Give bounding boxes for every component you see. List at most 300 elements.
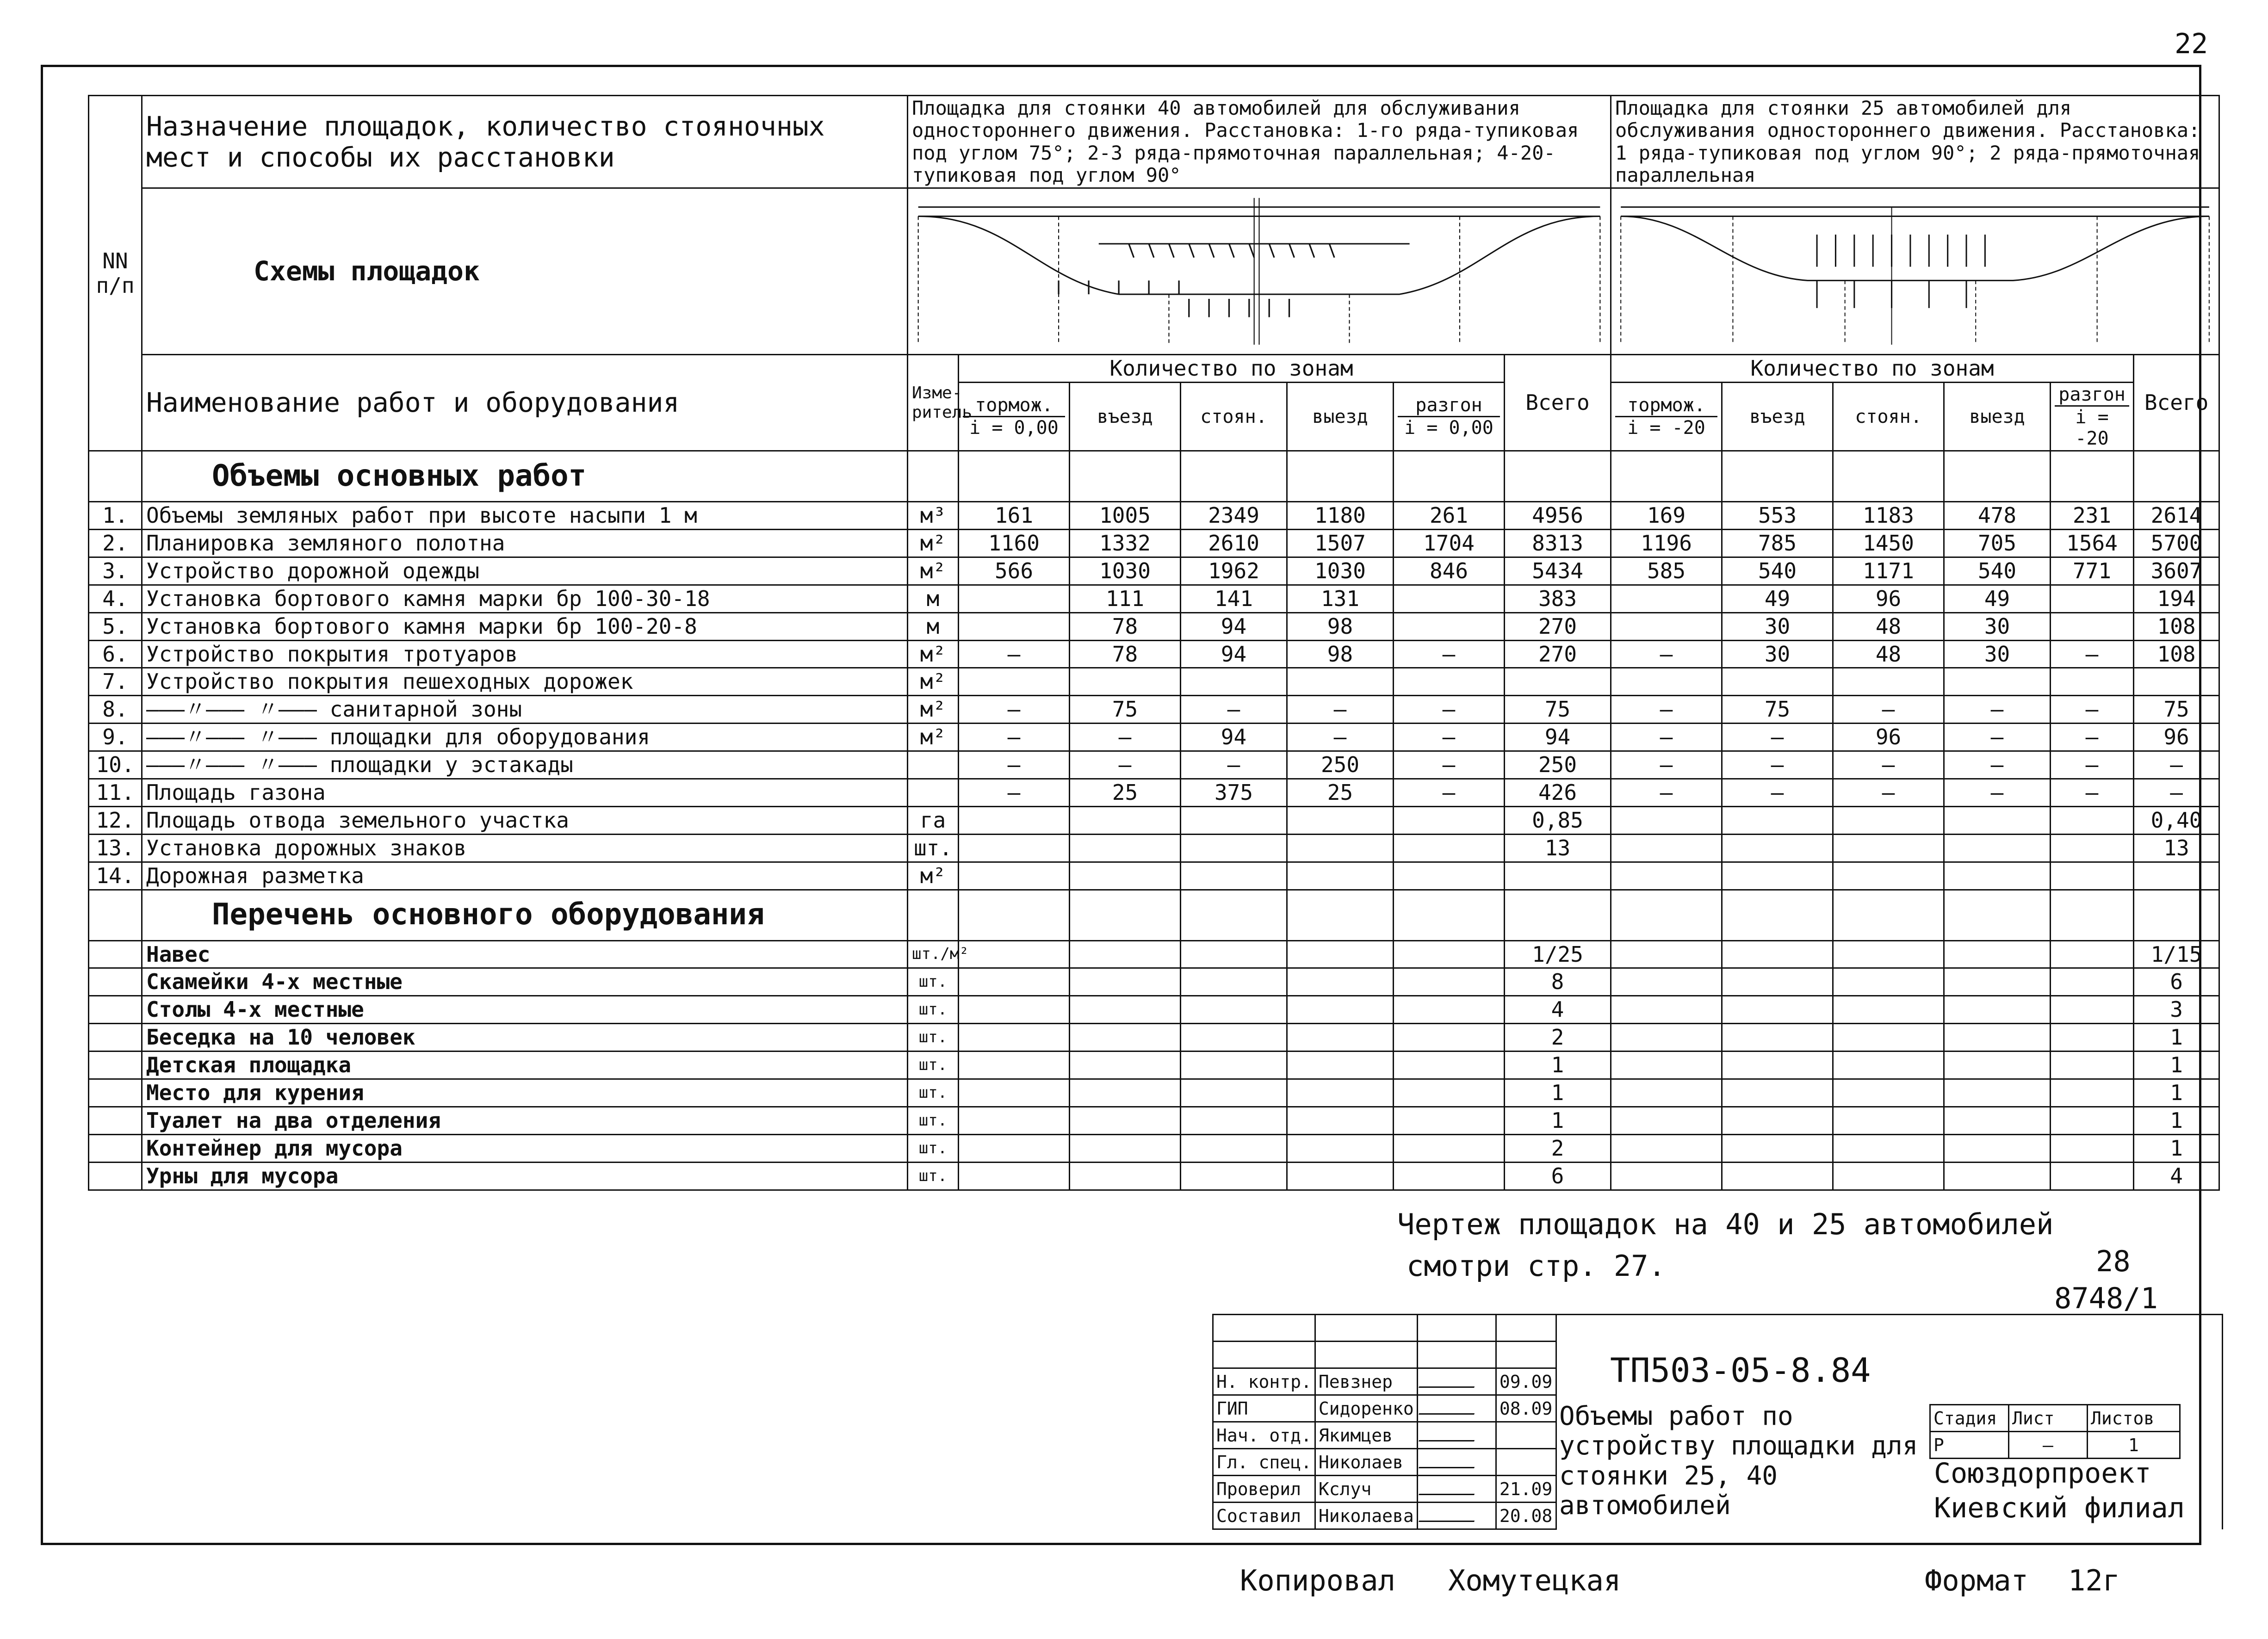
row-value40 [1394,862,1505,890]
page-number: 28 [2096,1244,2131,1278]
row-number: 9. [89,724,142,751]
equipment-row [89,968,2219,996]
row-value40 [1287,806,1394,834]
table-row [89,585,2219,612]
equipment-empty25 [1611,968,1722,996]
equipment-row [89,940,2219,968]
scheme-40-drawing [908,189,1610,354]
inventory-number: 8748/1 [2054,1281,2158,1315]
row-value25: — [1833,779,1944,806]
equipment-empty40 [1394,1107,1505,1134]
equipment-total25: 1 [2134,1079,2219,1107]
row-value40: 98 [1287,640,1394,668]
row-value25: 1171 [1833,557,1944,585]
row-total40: 426 [1505,779,1611,806]
row-value25 [1944,834,2051,862]
equipment-num-cell [89,940,142,968]
equipment-name: Контейнер для мусора [142,1134,908,1162]
stamp-name: Николаев [1315,1449,1417,1476]
equipment-empty25 [1833,940,1944,968]
zone40-name-text: тормож. [975,395,1053,416]
equipment-num-cell [89,996,142,1024]
row-value40: 1180 [1287,502,1394,530]
zone40-name [1287,383,1394,451]
row-value25: 49 [1944,585,2051,612]
section-empty-cell [1394,890,1505,940]
row-value25 [1944,862,2051,890]
row-work-name: Устройство дорожной одежды [142,557,908,585]
row-value40: 1030 [1070,557,1181,585]
table-row [89,640,2219,668]
row-value40: 1005 [1070,502,1181,530]
equipment-empty25 [1833,1079,1944,1107]
equipment-empty40 [1287,1134,1394,1162]
equipment-empty25 [1833,1107,1944,1134]
stamp-role: Гл. спец. [1213,1449,1315,1476]
row-unit [908,779,959,806]
equipment-empty25 [1833,996,1944,1024]
table-row [89,862,2219,890]
row-value25: — [1722,751,1833,779]
equipment-total25: 1/15 [2134,940,2219,968]
row-value40: 1160 [959,529,1070,557]
equipment-empty25 [2051,1107,2134,1134]
section-empty-cell [1944,451,2051,502]
row-value25: 48 [1833,640,1944,668]
equipment-empty40 [1287,1162,1394,1190]
row-value40 [1070,806,1181,834]
row-total25: 96 [2134,724,2219,751]
section-title: Перечень основного оборудования [142,890,908,940]
row-work-name: Устройство покрытия пешеходных дорожек [142,668,908,696]
row-value25: — [2051,779,2134,806]
row-value25: 553 [1722,502,1833,530]
row-value40: 78 [1070,612,1181,640]
equipment-empty25 [1833,1051,1944,1079]
equipment-empty25 [1722,1134,1833,1162]
row-value40: 94 [1181,640,1287,668]
equipment-empty40 [1070,1162,1181,1190]
plot25-header: Площадка для стоянки 25 автомобилей для обслуживания одностороннего движения. Расстановка: 1 ряда-тупиковая под углом 90°; 2 ряда-прямоточная параллельная [1611,96,2219,188]
equipment-empty40 [1181,1134,1287,1162]
zone40-name-text: выезд [1312,406,1368,427]
equipment-empty40 [1287,1051,1394,1079]
stamp-date-blank [1496,1342,1556,1368]
table-row [89,696,2219,724]
total40-label: Всего [1505,355,1611,451]
stamp-date: 20.08 [1496,1503,1556,1529]
equipment-empty40 [1181,996,1287,1024]
row-work-name: Устройство покрытия тротуаров [142,640,908,668]
row-work-name: ———〃——— 〃——— санитарной зоны [142,696,908,724]
row-value40: — [959,724,1070,751]
row-value25: — [1722,724,1833,751]
row-value25: 48 [1833,612,1944,640]
equipment-empty40 [1287,968,1394,996]
stamp-signature [1417,1395,1496,1422]
copied-label: Копировал [1240,1564,1395,1597]
row-value25: — [1833,696,1944,724]
row-unit: га [908,806,959,834]
stamp-blank-row [1213,1315,2223,1342]
equipment-unit: шт. [908,1051,959,1079]
row-value40: 1704 [1394,529,1505,557]
equipment-row [89,1162,2219,1190]
equipment-empty40 [1287,1024,1394,1051]
equipment-empty40 [959,1162,1070,1190]
table-row [89,529,2219,557]
row-number: 2. [89,529,142,557]
organization-name: Союздорпроект [1934,1457,2151,1490]
row-value40: 2610 [1181,529,1287,557]
organization-branch: Киевский филиал [1934,1492,2185,1524]
row-number: 5. [89,612,142,640]
row-unit: м [908,585,959,612]
row-value25: — [1611,640,1722,668]
equipment-empty40 [959,1079,1070,1107]
row-value40: — [1394,640,1505,668]
row-number: 7. [89,668,142,696]
equipment-empty40 [959,1134,1070,1162]
table-row [89,668,2219,696]
row-value40 [1181,862,1287,890]
row-value25 [1611,612,1722,640]
equipment-total25: 1 [2134,1024,2219,1051]
row-value25: — [1611,751,1722,779]
equipment-empty40 [1287,1107,1394,1134]
equipment-num-cell [89,1134,142,1162]
row-total40: 270 [1505,640,1611,668]
stamp-date [1496,1449,1556,1476]
equipment-name: Место для курения [142,1079,908,1107]
equipment-row [89,1079,2219,1107]
row-value40: 25 [1070,779,1181,806]
row-value40: — [1287,724,1394,751]
stamp-name: Сидоренко [1315,1395,1417,1422]
equipment-empty40 [1181,1024,1287,1051]
row-value40: — [1394,696,1505,724]
equipment-empty25 [1611,1051,1722,1079]
equipment-name: Детская площадка [142,1051,908,1079]
zones40-label: Количество по зонам [959,355,1505,383]
row-value40: 1962 [1181,557,1287,585]
row-number: 6. [89,640,142,668]
row-value25 [1722,862,1833,890]
section-num-cell [89,451,142,502]
section-empty-cell [1944,890,2051,940]
header-row-schemes [89,188,2219,355]
row-total40: 13 [1505,834,1611,862]
equipment-empty40 [1070,1107,1181,1134]
row-value40 [959,612,1070,640]
row-value40 [1070,668,1181,696]
zone40-name [1070,383,1181,451]
equipment-empty25 [1611,996,1722,1024]
row-value25 [2051,585,2134,612]
stamp-name-blank [1315,1315,1417,1342]
row-value40 [1394,806,1505,834]
zone25-name [2051,383,2134,451]
equipment-row [89,1134,2219,1162]
row-value40: — [959,696,1070,724]
row-value25: 96 [1833,724,1944,751]
row-value25: — [2051,696,2134,724]
format-value: 12г [2068,1564,2120,1597]
equipment-empty40 [1394,1051,1505,1079]
stamp-name-blank [1315,1342,1417,1368]
row-work-name: ———〃——— 〃——— площадки у эстакады [142,751,908,779]
section-empty-cell [2051,890,2134,940]
section-empty-cell [908,451,959,502]
row-value40: 75 [1070,696,1181,724]
zone40-name [1394,383,1505,451]
zones25-label: Количество по зонам [1611,355,2134,383]
equipment-total25: 4 [2134,1162,2219,1190]
equipment-empty25 [1611,1162,1722,1190]
section-num-cell [89,890,142,940]
row-value25 [1833,668,1944,696]
equipment-row [89,996,2219,1024]
equipment-empty25 [1722,996,1833,1024]
row-total25 [2134,862,2219,890]
section-empty-cell [1833,451,1944,502]
equipment-name: Скамейки 4-х местные [142,968,908,996]
stamp-role-blank [1213,1315,1315,1342]
row-total25: 5700 [2134,529,2219,557]
row-total25: 108 [2134,612,2219,640]
section-empty-cell [1505,890,1611,940]
row-value40: 94 [1181,612,1287,640]
row-unit: м² [908,696,959,724]
stamp-sign-blank [1417,1315,1496,1342]
row-value40 [1394,668,1505,696]
row-value25 [1611,668,1722,696]
row-value40: 131 [1287,585,1394,612]
equipment-row [89,1051,2219,1079]
stamp-name: Кслуч [1315,1476,1417,1503]
equipment-empty25 [1833,1134,1944,1162]
section-empty-cell [1181,451,1287,502]
row-total40: 5434 [1505,557,1611,585]
zone25-name [1722,383,1833,451]
equipment-empty25 [1833,1162,1944,1190]
row-value40: 566 [959,557,1070,585]
equipment-empty25 [1944,968,2051,996]
equipment-empty25 [1944,1024,2051,1051]
row-total25: 0,40 [2134,806,2219,834]
row-unit: м² [908,724,959,751]
row-value25: — [2051,724,2134,751]
equipment-empty25 [1611,940,1722,968]
row-value25: 1450 [1833,529,1944,557]
section-empty-cell [1070,890,1181,940]
row-number: 8. [89,696,142,724]
signature-scribble [1419,1429,1479,1441]
row-value25 [1722,806,1833,834]
equipment-empty25 [1722,940,1833,968]
row-value25: 785 [1722,529,1833,557]
equipment-name: Урны для мусора [142,1162,908,1190]
equipment-empty25 [1944,940,2051,968]
row-work-name: Планировка земляного полотна [142,529,908,557]
row-value40: — [959,640,1070,668]
equipment-empty40 [1394,940,1505,968]
equipment-empty40 [959,968,1070,996]
row-value25: 75 [1722,696,1833,724]
equipment-empty25 [2051,1134,2134,1162]
equipment-empty40 [1070,968,1181,996]
row-number: 11. [89,779,142,806]
equipment-num-cell [89,968,142,996]
stamp-signature [1417,1422,1496,1449]
zone40-name-text: въезд [1097,406,1153,427]
equipment-num-cell [89,1107,142,1134]
row-value25: — [1944,724,2051,751]
stamp-sign-blank [1417,1342,1496,1368]
sheets-value: 1 [2088,1432,2180,1459]
row-value25 [1611,862,1722,890]
zone25-name-text: разгон [2058,384,2125,406]
row-total25: — [2134,751,2219,779]
row-value40: — [1394,724,1505,751]
row-value25: — [1611,696,1722,724]
row-work-name: Установка бортового камня марки бр 100-30-18 [142,585,908,612]
row-number: 13. [89,834,142,862]
table-row [89,751,2219,779]
stamp-name: Якимцев [1315,1422,1417,1449]
row-unit: м³ [908,502,959,530]
row-total40: 270 [1505,612,1611,640]
equipment-empty25 [1944,1107,2051,1134]
equipment-total40: 1 [1505,1079,1611,1107]
equipment-empty25 [1722,1051,1833,1079]
equipment-empty40 [1287,1079,1394,1107]
row-value40: 375 [1181,779,1287,806]
equipment-empty40 [1181,968,1287,996]
section-row [89,451,2219,502]
row-value40 [959,862,1070,890]
equipment-empty40 [1181,1051,1287,1079]
row-work-name: Объемы земляных работ при высоте насыпи 1 м [142,502,908,530]
equipment-empty40 [959,1051,1070,1079]
row-value40 [959,806,1070,834]
zone25-name-text: выезд [1969,406,2025,427]
equipment-empty40 [959,1024,1070,1051]
section-empty-cell [959,451,1070,502]
equipment-empty40 [959,1107,1070,1134]
equipment-name: Столы 4-х местные [142,996,908,1024]
row-value25 [1833,834,1944,862]
zone25-slope: i = -20 [1615,416,1717,439]
unit-label: Изме-ритель [908,355,959,451]
row-value25: 96 [1833,585,1944,612]
row-value40: 1030 [1287,557,1394,585]
equipment-empty25 [2051,996,2134,1024]
row-value40 [1394,585,1505,612]
equipment-name: Беседка на 10 человек [142,1024,908,1051]
equipment-empty40 [1287,996,1394,1024]
row-work-name: Площадь отвода земельного участка [142,806,908,834]
row-value40 [1287,668,1394,696]
stamp-date: 21.09 [1496,1476,1556,1503]
note-line-1: Чертеж площадок на 40 и 25 автомобилей [1397,1207,2054,1241]
equipment-empty40 [1394,1162,1505,1190]
section-empty-cell [1287,451,1394,502]
work-label: Наименование работ и оборудования [142,355,908,451]
zone25-slope: i = -20 [2055,405,2129,449]
equipment-empty40 [1181,1162,1287,1190]
copied-name: Хомутецкая [1448,1564,1621,1597]
row-work-name: Дорожная разметка [142,862,908,890]
section-empty-cell [1722,451,1833,502]
format-label: Формат [1925,1564,2028,1597]
row-value40: — [1070,751,1181,779]
equipment-total40: 6 [1505,1162,1611,1190]
row-value40 [1070,834,1181,862]
row-value40: 261 [1394,502,1505,530]
row-value25 [1611,834,1722,862]
works-table [88,95,2220,1191]
row-value40: 141 [1181,585,1287,612]
scheme-25-drawing [1611,189,2218,354]
equipment-total25: 3 [2134,996,2219,1024]
row-value40: 94 [1181,724,1287,751]
equipment-empty25 [2051,1079,2134,1107]
row-value25: 540 [1722,557,1833,585]
stamp-role-blank [1213,1342,1315,1368]
row-total40 [1505,668,1611,696]
row-value25: 705 [1944,529,2051,557]
equipment-empty40 [1181,1079,1287,1107]
row-unit [908,751,959,779]
equipment-empty25 [2051,1024,2134,1051]
row-value40: 98 [1287,612,1394,640]
table-row [89,612,2219,640]
row-value40: 1507 [1287,529,1394,557]
row-value25 [1611,585,1722,612]
row-total40: 0,85 [1505,806,1611,834]
row-value25 [2051,834,2134,862]
row-total25: 13 [2134,834,2219,862]
stamp-signature [1417,1476,1496,1503]
title-top-header: Назначение площадок, количество стояночных мест и способы их расстановки [142,96,908,188]
row-value40: — [1181,751,1287,779]
row-value25: 1183 [1833,502,1944,530]
signature-scribble [1419,1402,1479,1415]
row-total40 [1505,862,1611,890]
row-value40: — [1070,724,1181,751]
zone25-name-text: въезд [1749,406,1805,427]
row-value40: — [959,751,1070,779]
row-value25: 231 [2051,502,2134,530]
equipment-empty40 [1070,1079,1181,1107]
equipment-unit: шт./м² [908,940,959,968]
equipment-unit: шт. [908,1107,959,1134]
row-value40 [959,668,1070,696]
row-total40: 75 [1505,696,1611,724]
equipment-empty25 [1944,1079,2051,1107]
plot40-header: Площадка для стоянки 40 автомобилей для обслуживания одностороннего движения. Расстановка: 1-го ряда-тупиковая под углом 75°; 2-3 ряда-прямоточная параллельная; 4-20-тупиковая под углом 90° [908,96,1611,188]
equipment-num-cell [89,1024,142,1051]
equipment-total25: 6 [2134,968,2219,996]
row-value25: 30 [1722,612,1833,640]
equipment-empty25 [2051,1051,2134,1079]
equipment-empty40 [1181,940,1287,968]
schemes-label: Схемы площадок [142,188,908,355]
equipment-total25: 1 [2134,1107,2219,1134]
table-row [89,557,2219,585]
stamp-role: Н. контр. [1213,1368,1315,1395]
